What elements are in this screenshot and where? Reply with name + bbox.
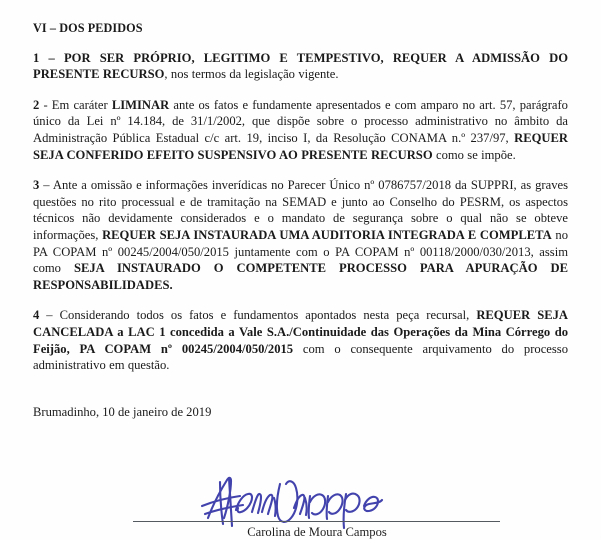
paragraph-4-text-a: Considerando todos os fatos e fundamentos apontados nesta peça recursal, [59, 308, 477, 323]
document-body [33, 0, 568, 420]
paragraph-3 [33, 163, 568, 293]
paragraph-2-text-b: ante os fatos e fundamente apresentados e com amparo no art. 57, parágrafo único da Lei nº 14.184, de 31/1/2002, que dispõe sobre o processo administrativo no âmbito da Administração Pública Estadual c/c art. 19, inciso I, da Resolução CONAMA n.º 237/97, [33, 97, 568, 146]
paragraph-4-text-b: com o consequente arquivamento do processo administrativo em questão. [33, 341, 568, 373]
paragraph-4 [33, 293, 568, 373]
paragraph-1-rest: , nos termos da legislação vigente. [164, 67, 339, 82]
paragraph-4-dash: – [39, 308, 60, 323]
paragraph-2-number: 2 [33, 97, 40, 112]
paragraph-1-dash: – [39, 50, 64, 65]
paragraph-3-bold-a: REQUER SEJA INSTAURADA UMA AUDITORIA INTEGRADA E COMPLETA [102, 227, 552, 242]
paragraph-2-text-a: Em caráter [51, 97, 112, 112]
signature-rule [133, 521, 500, 522]
paragraph-1 [33, 36, 568, 83]
paragraph-4-bold-a: REQUER SEJA CANCELADA a LAC 1 concedida a Vale S.A./Continuidade das Operações da Mina Córrego do Feijão, PA COPAM nº 00245/2004/050/2015 [33, 308, 568, 356]
page-title: VI – DOS PEDIDOS [33, 21, 143, 35]
date-line: Brumadinho, 10 de janeiro de 2019 [33, 404, 212, 419]
paragraph-3-number: 3 [33, 178, 40, 193]
signature-block [0, 466, 601, 540]
paragraph-3-bold-b: SEJA INSTAURADO O COMPETENTE PROCESSO PARA APURAÇÃO DE RESPONSABILIDADES. [33, 261, 568, 292]
paragraph-2-text-c: como se impõe. [432, 147, 516, 162]
paragraph-1-bold-lead: POR SER PRÓPRIO, LEGITIMO E TEMPESTIVO, REQUER A ADMISSÃO DO PRESENTE RECURSO [33, 50, 568, 82]
paragraph-2-bold-b: REQUER SEJA CONFERIDO EFEITO SUSPENSIVO AO PRESENTE RECURSO [33, 131, 568, 162]
paragraph-2 [33, 83, 568, 163]
paragraph-3-text-b: no PA COPAM nº 00245/2004/050/2015 juntamente com o PA COPAM nº 00118/2000/030/2013, assim como [33, 227, 569, 276]
paragraph-2-dash: - [39, 97, 52, 112]
paragraph-4-number: 4 [33, 308, 40, 323]
paragraph-3-dash: – [39, 178, 53, 193]
paragraph-3-text-a: Ante a omissão e informações inverídicas no Parecer Único nº 0786757/2018 da SUPPRI, as graves questões no rito processual e de tramitação na SEMAD e junto ao Conselho do PESRM, os aspectos técnicos não devidamente considerados e o mandato de segurança sobre o qual não se obteve informações, [33, 178, 568, 242]
signatory-name: Carolina de Moura Campos [247, 525, 387, 539]
paragraph-2-bold-a: LIMINAR [111, 97, 170, 112]
paragraph-1-number: 1 [33, 50, 40, 65]
